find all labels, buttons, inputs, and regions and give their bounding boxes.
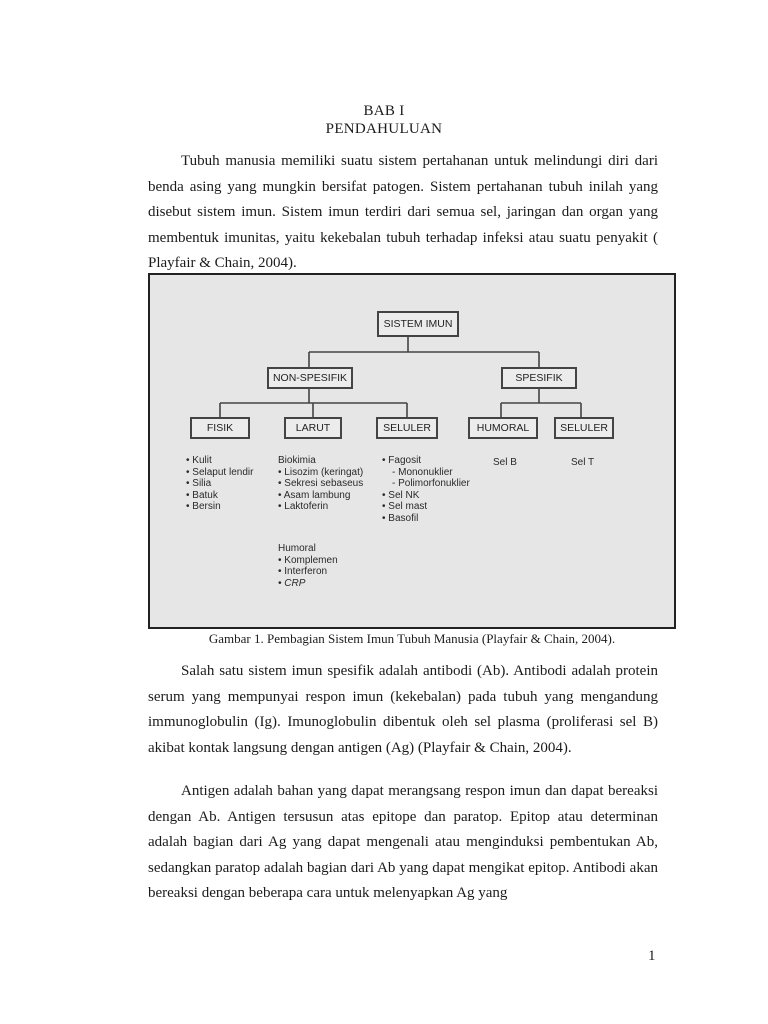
paragraph-antibodi: [148, 659, 658, 761]
paragraph-intro-text: Tubuh manusia memiliki suatu sistem pertahanan untuk melindungi diri dari benda asing yang mungkin bersifat patogen. Sistem pertahanan tubuh inilah yang disebut sistem imun. Sistem imun terdiri dari semua sel, jaringan dan organ yang membentuk imunitas, yaitu kekebalan tubuh terhadap infeksi atau suatu penyakit ( Playfair & Chain, 2004).: [148, 153, 658, 271]
fisik-item: • Selaput lendir: [186, 466, 254, 478]
paragraph-antigen: [148, 779, 658, 907]
seluler-item: • Sel mast: [382, 501, 428, 512]
fisik-item: • Kulit: [186, 455, 212, 466]
sistem-imun-box: SISTEM IMUN: [377, 311, 459, 337]
paragraph-antigen-text: Antigen adalah bahan yang dapat merangsang respon imun dan dapat bereaksi dengan Ab. Antigen tersusun atas epitope dan paratop. Epitop atau determinan adalah bagian dari Ag yang dapat mengenali atau menginduksi pembentukan Ab, sedangkan paratop adalah bagian dari Ab yang dapat mengikat epitop. Antibodi akan bereaksi dengan beberapa cara untuk melenyapkan Ag yang: [148, 783, 658, 901]
larut-biokimia-item: • Lisozim (keringat): [278, 466, 364, 478]
larut-biokimia-item: • Asam lambung: [278, 489, 351, 501]
larut-humoral-item: • Komplemen: [278, 554, 338, 566]
seluler-item: • Sel NK: [382, 489, 420, 501]
seluler-nonspesifik-box: SELULER: [376, 417, 438, 439]
figure-caption: Gambar 1. Pembagian Sistem Imun Tubuh Manusia (Playfair & Chain, 2004).: [208, 631, 616, 646]
seluler-item: - Polimorfonuklier: [392, 478, 470, 489]
larut-biokimia-item: • Sekresi sebaseus: [278, 478, 364, 489]
larut-biokimia-list: [278, 455, 363, 513]
immune-system-diagram: [148, 273, 676, 629]
spesifik-box: SPESIFIK: [501, 367, 577, 389]
chapter-number: BAB I: [363, 103, 405, 119]
humoral-box: HUMORAL: [468, 417, 538, 439]
fisik-item: • Batuk: [186, 489, 218, 501]
seluler-item: • Basofil: [382, 512, 419, 524]
larut-biokimia-title: Biokimia: [278, 455, 316, 466]
larut-humoral-item: • Interferon: [278, 566, 328, 577]
seluler-spesifik-box: SELULER: [554, 417, 614, 439]
fisik-item: • Bersin: [186, 501, 221, 512]
larut-biokimia-item: • Laktoferin: [278, 501, 329, 512]
larut-box: LARUT: [284, 417, 342, 439]
page-number: 1: [648, 948, 656, 964]
humoral-item: Sel B: [493, 457, 517, 468]
non-spesifik-box: NON-SPESIFIK: [267, 367, 353, 389]
seluler-item: - Mononuklier: [392, 466, 453, 478]
chapter-title: PENDAHULUAN: [325, 121, 443, 137]
fisik-box: FISIK: [190, 417, 250, 439]
seluler-list: [382, 455, 470, 524]
larut-humoral-title: Humoral: [278, 543, 316, 554]
paragraph-antibodi-text: Salah satu sistem imun spesifik adalah antibodi (Ab). Antibodi adalah protein serum yang mempunyai respon imun (kekebalan) pada tubuh yang mengandung immunoglobulin (Ig). Imunoglobulin dibentuk oleh sel plasma (proliferasi sel B) akibat kontak langsung dengan antigen (Ag) (Playfair & Chain, 2004).: [148, 663, 658, 756]
fisik-list: [186, 455, 253, 513]
seluler-spesifik-item: Sel T: [571, 457, 595, 468]
larut-humoral-list: [278, 543, 338, 589]
larut-humoral-item: • CRP: [278, 577, 306, 589]
fisik-item: • Silia: [186, 478, 212, 489]
paragraph-intro: [148, 149, 658, 277]
seluler-item: • Fagosit: [382, 455, 422, 466]
